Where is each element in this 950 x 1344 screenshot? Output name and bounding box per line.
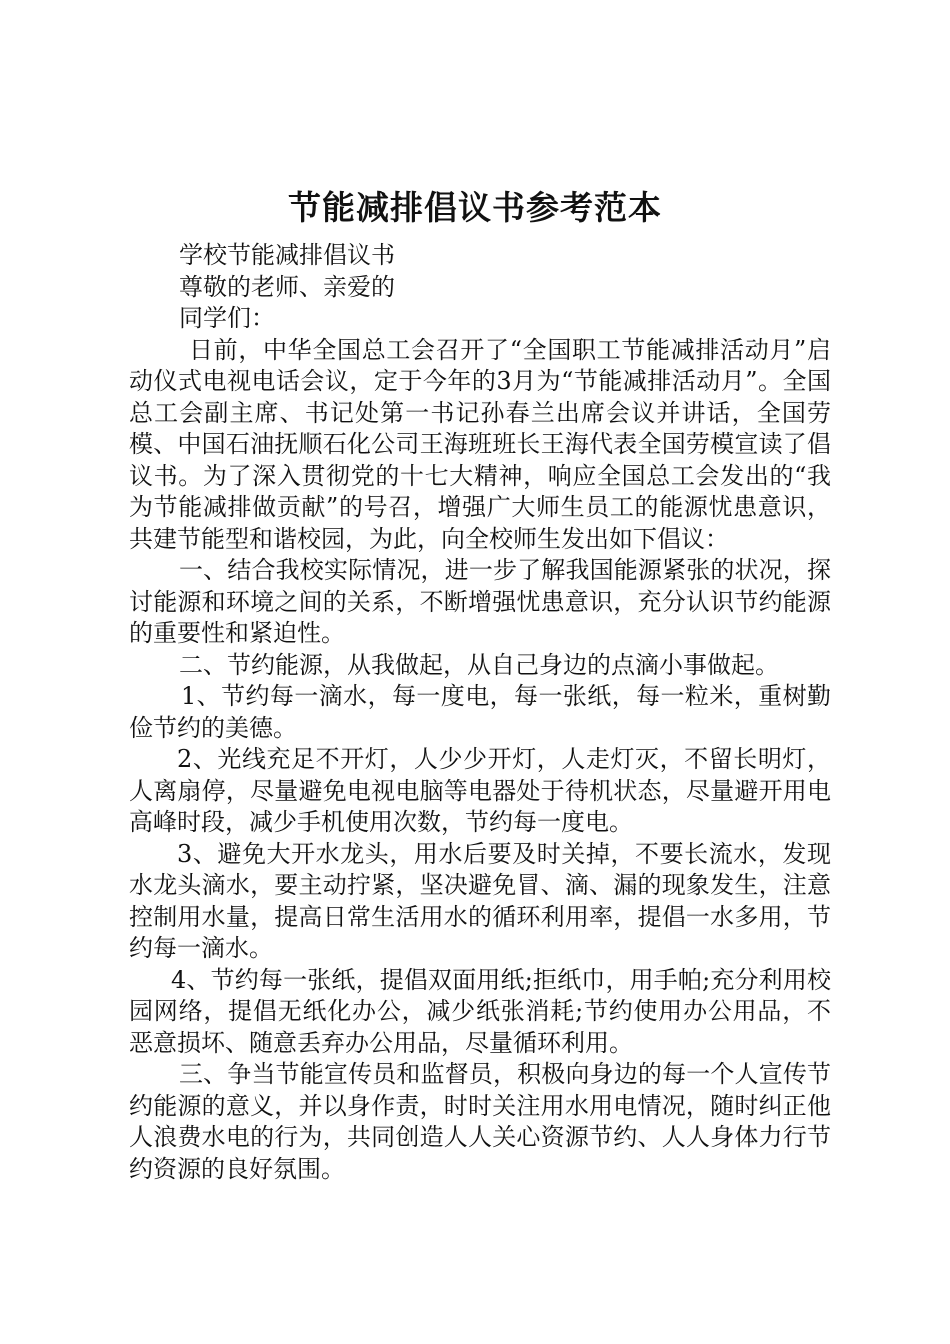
document-title: 节能减排倡议书参考范本: [288, 188, 662, 227]
proposal-item: 1、节约每一滴水，每一度电，每一张纸，每一粒米，重树勤俭节约的美德。: [129, 682, 831, 742]
intro-paragraph: 日前，中华全国总工会召开了“全国职工节能减排活动月”启动仪式电视电话会议，定于今年的3月为“节能减排活动月”。全国总工会副主席、书记处第一书记孙春兰出席会议并讲话，全国劳模、中国石油抚顺石化公司王海班班长王海代表全国劳模宣读了倡议书。为了深入贯彻党的十七大精神，响应全国总工会发出的“我为节能减排做贡献”的号召，增强广大师生员工的能源忧患意识，共建节能型和谐校园，为此，向全校师生发出如下倡议：: [129, 335, 831, 553]
salutation-line: 同学们：: [179, 304, 275, 332]
document-body: [129, 240, 831, 1185]
proposal-item: 3、避免大开水龙头，用水后要及时关掉，不要长流水，发现水龙头滴水，要主动拧紧，坚决避免冒、滴、漏的现象发生，注意控制用水量，提高日常生活用水的循环利用率，提倡一水多用，节约每一滴水。: [129, 839, 831, 962]
proposal-paragraph: 三、争当节能宣传员和监督员，积极向身边的每一个人宣传节约能源的意义，并以身作责，时时关注用水用电情况，随时纠正他人浪费水电的行为，共同创造人人关心资源节约、人人身体力行节约资源的良好氛围。: [129, 1060, 831, 1183]
proposal-paragraph: 二、节约能源，从我做起，从自己身边的点滴小事做起。: [179, 650, 779, 679]
subtitle-line: 学校节能减排倡议书: [179, 241, 395, 269]
salutation-line: 尊敬的老师、亲爱的: [179, 272, 395, 301]
proposal-paragraph: 一、结合我校实际情况，进一步了解我国能源紧张的状况，探讨能源和环境之间的关系，不断增强忧患意识，充分认识节约能源的重要性和紧迫性。: [129, 556, 831, 647]
proposal-item: 2、光线充足不开灯，人少少开灯，人走灯灭，不留长明灯，人离扇停，尽量避免电视电脑等电器处于待机状态，尽量避开用电高峰时段，减少手机使用次数，节约每一度电。: [129, 745, 831, 836]
proposal-item: 4、节约每一张纸，提倡双面用纸;拒纸巾，用手帕;充分利用校园网络，提倡无纸化办公，减少纸张消耗;节约使用办公用品，不恶意损坏、随意丢弃办公用品，尽量循环利用。: [129, 965, 831, 1057]
